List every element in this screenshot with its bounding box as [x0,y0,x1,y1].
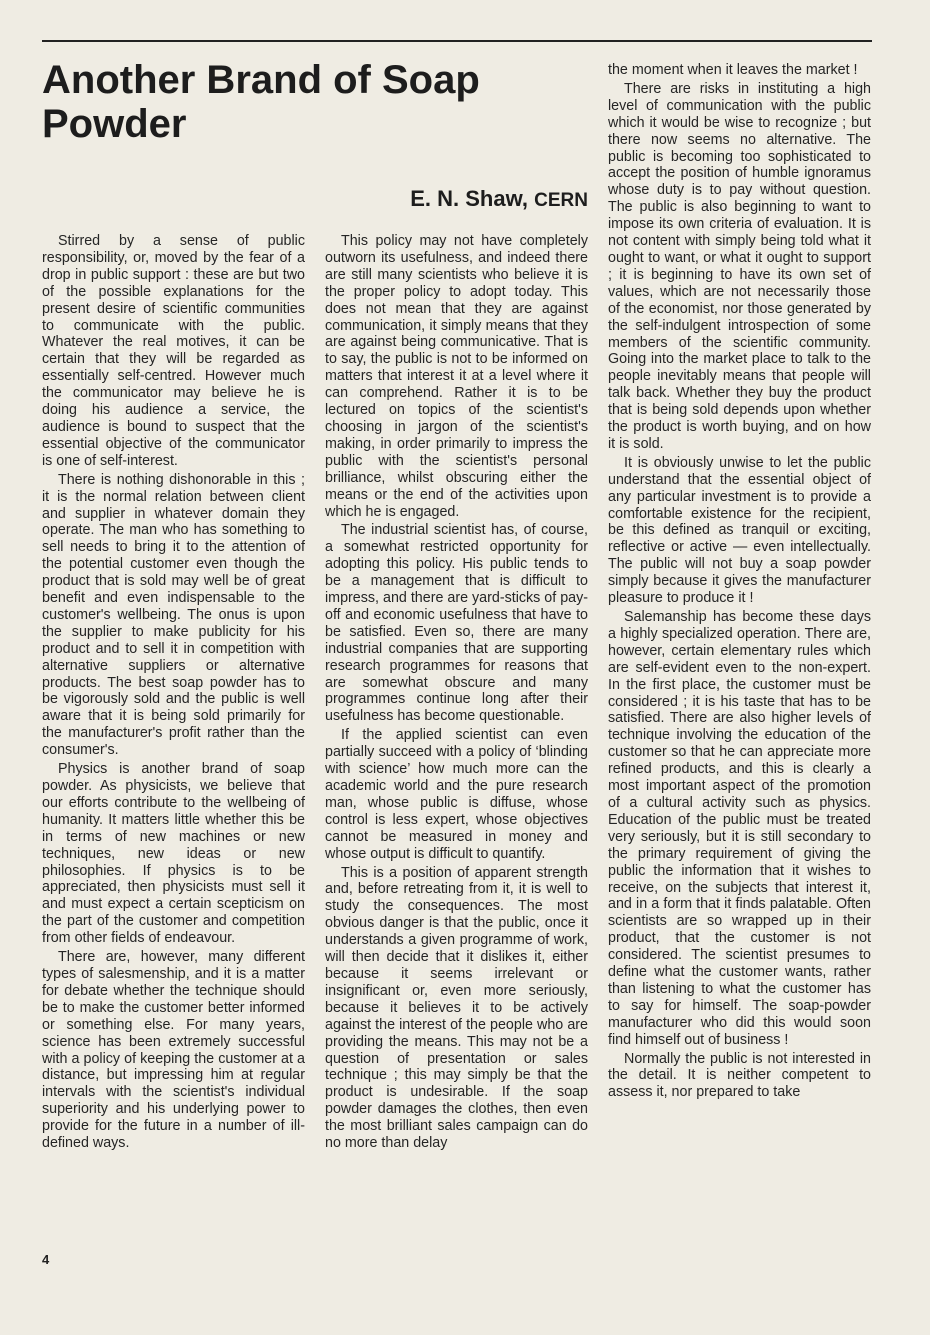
author-byline [325,186,588,212]
paragraph: This policy may not have completely outworn its usefulness, and indeed there are still many scientists who believe it is the proper policy to adopt today. This does not mean that they are against communication, it simply means that they are against being communicative. That is to say, the public is not to be informed on matters that interest it at a level where it can comprehend. Rather it is to be lectured on topics of the scientist's choosing in jargon of the scientist's making, in order primarily to impress the public with the scientist's personal brilliance, whilst obscuring either the means or the end of the activities upon which he is engaged. [325,233,588,520]
text-column-2 [325,233,588,1152]
paragraph: Salemanship has become these days a highly specialized operation. There are, however, certain elementary rules which are self-evident even to the non-expert. In the first place, the customer must be considered ; it is his taste that has to be satisfied. There are also higher levels of technique involving the education of the customer so that he can appreciate more refined products, and this is clearly a most important aspect of the promotion of a cultural activity such as physics. Education of the public must be treated very seriously, but it is still secondary to the primary requirement of giving the public the information that it wishes to receive, on the subjects that interest it, and in a form that it finds palatable. Often scientists are so wrapped up in their product, that the customer is not considered. The scientist presumes to define what the customer wants, rather than listening to what the customer has to say for himself. The soap-powder manufacturer who did this would soon find himself out of business ! [608,609,871,1048]
article-title: Another Brand of Soap Powder [42,58,480,146]
paragraph: Physics is another brand of soap powder. As physicists, we believe that our efforts contribute to the wellbeing of humanity. It matters little whether this be in terms of new machines or new techniques, new ideas or new philosophies. If physics is to be appreciated, then physicists must sell it and must expect a certain scepticism on the part of the customer and competition from other fields of endeavour. [42,761,305,947]
paragraph: Stirred by a sense of public responsibility, or, moved by the fear of a drop in public support : these are but two of the possible explanations for the present desire of scientific communities to communicate with the public. Whatever the real motives, it can be certain that they will be regarded as essentially self-centred. However much the communicator may believe he is doing his audience a service, the audience is bound to suspect that the essential objective of the communicator is one of self-interest. [42,233,305,469]
author-affiliation: CERN [534,190,588,211]
header-rule [42,40,872,42]
author-name: E. N. Shaw, [410,186,529,211]
paragraph: Normally the public is not interested in the detail. It is neither competent to assess it, nor prepared to take [608,1050,871,1101]
text-column-1 [42,233,305,1152]
paragraph: This is a position of apparent strength and, before retreating from it, it is well to study the consequences. The most obvious danger is that the public, once it understands a given programme of work, will then decide that it dislikes it, either because it seems irrelevant or insignificant or, even more seriously, because it believes it to be actively against the interest of the people who are providing the means. This may not be a question of presentation or sales technique ; this may simply be that the product is undesirable. If the soap powder damages the clothes, then even the most brilliant sales campaign can do no more than delay [325,864,588,1152]
paragraph: There is nothing dishonorable in this ; it is the normal relation between client and supplier in whatever domain they operate. The man who has something to sell needs to bring it to the attention of the potential customer even though the product that is sold may well be of great benefit and even indispensable to the customer's wellbeing. The onus is upon the supplier to make publicity for his product and to sell it in competition with alternative suppliers or alternative products. The best soap powder has to be vigorously sold and the public is well aware that it is being sold primarily for the manufacturer's profit rather than the consumer's. [42,471,305,759]
paragraph: It is obviously unwise to let the public understand that the essential object of any particular investment is to provide a comfortable existence for the recipient, be this defined as tranquil or exciting, reflective or active — even intellectually. The public will not buy a soap powder simply because it gives the manufacturer pleasure to produce it ! [608,454,871,607]
paragraph: There are risks in instituting a high level of communication with the public which it would be wise to recognize ; but there now seems no alternative. The public is becoming too sophisticated to accept the position of humble ignoramus whose duty is to pay without question. The public is also beginning to want to impose its own criteria of evaluation. It is not content with simply being told what it ought to want, or what it ought to support ; it is beginning to have its own set of values, which are not necessarily those of the economist, nor those generated by the self-indulgent introspection of some members of the scientific community. Going into the market place to talk to the people inevitably means that people will talk back. Whether they buy the product that is being sold depends upon whether the product is worth buying, and on how it is sold. [608,80,871,452]
paragraph: If the applied scientist can even partially succeed with a policy of ‘blinding with science’ how much more can the academic world and the pure research man, whose public is diffuse, whose control is less expert, whose objectives cannot be measured in money and whose output is difficult to quantify. [325,727,588,862]
paragraph: There are, however, many different types of salesmenship, and it is a matter for debate whether the technique should be to make the customer better informed or something else. For many years, science has been extremely successful with a policy of keeping the customer at a distance, but impressing him at regular intervals with the scientist's individual superiority and his underlying power to provide for the future in a number of ill-defined ways. [42,949,305,1152]
text-column-3 [608,62,871,1101]
paragraph: the moment when it leaves the market ! [608,62,858,78]
page-number: 4 [42,1252,50,1267]
paragraph: The industrial scientist has, of course, a somewhat restricted opportunity for adopting this policy. His public tends to be a management that is difficult to impress, and there are yard-sticks of pay-off and economic usefulness that have to be satisfied. Even so, there are many industrial companies that are supporting research programmes for reasons that are somewhat obscure and many programmes continue long after their usefulness has become questionable. [325,522,589,725]
